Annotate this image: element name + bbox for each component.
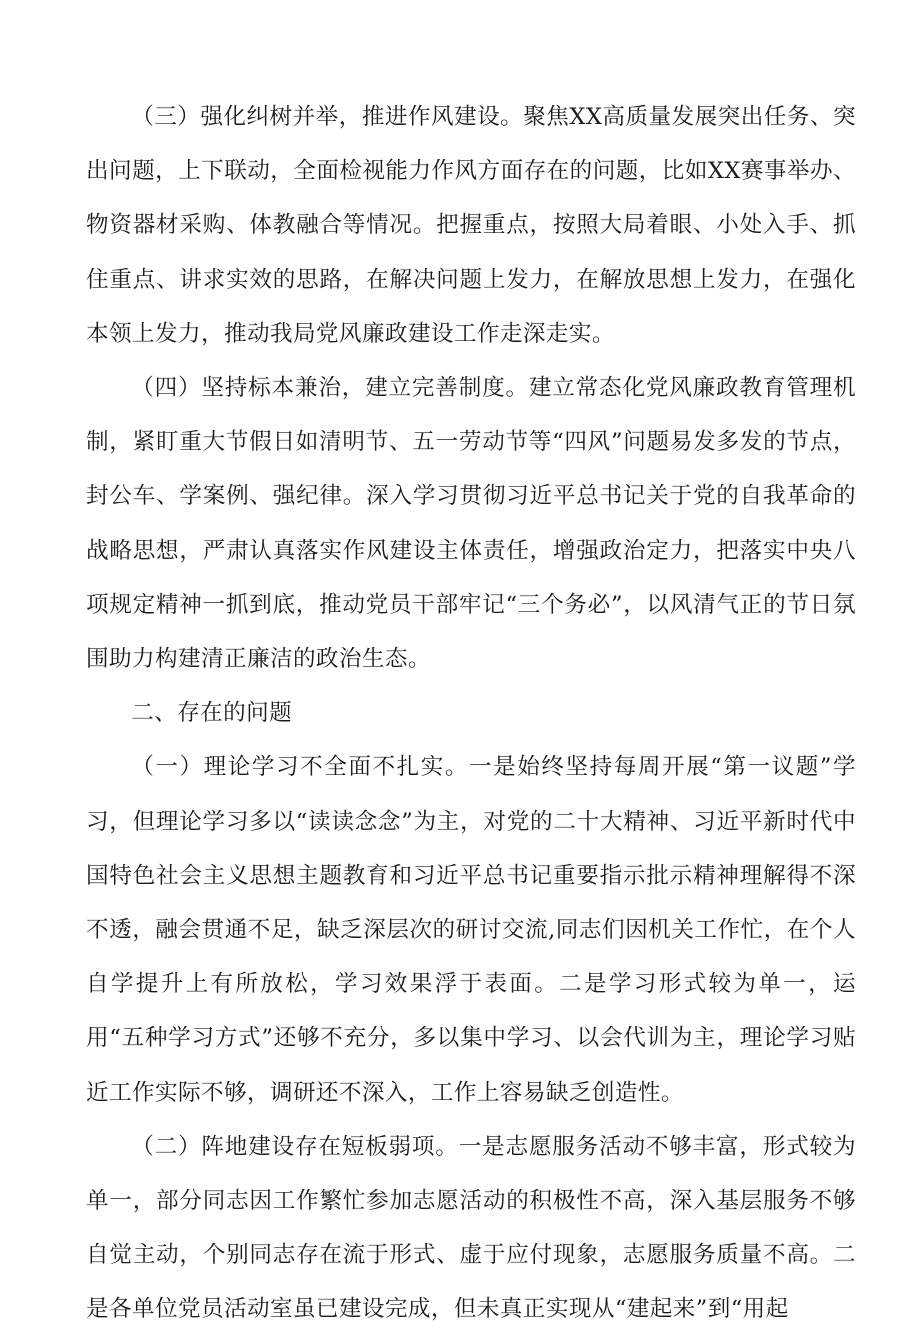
paragraph-strengthen-style: （三）强化纠树并举，推进作风建设。聚焦XX高质量发展突出任务、突出问题，上下联动，全面检视能力作风方面存在的问题，比如XX赛事举办、物资器材采购、体教融合等情况。把握重点，按照大局着眼、小处入手、抓住重点、讲求实效的思路，在解决问题上发力，在解放思想上发力，在强化本领上发力，推动我局党风廉政建设工作走深走实。: [86, 104, 856, 347]
paragraph-position-building: （二）阵地建设存在短板弱项。一是志愿服务活动不够丰富，形式较为单一，部分同志因工作繁忙参加志愿活动的积极性不高，深入基层服务不够自觉主动，个别同志存在流于形式、虚于应付现象，志愿服务质量不高。二是各单位党员活动室虽已建设完成，但未真正实现从“建起来”到“用起: [86, 1133, 856, 1323]
paragraph-theory-study: （一）理论学习不全面不扎实。一是始终坚持每周开展“第一议题”学习，但理论学习多以“读读念念”为主，对党的二十大精神、习近平新时代中国特色社会主义思想主题教育和习近平总书记重要指示批示精神理解得不深不透，融会贯通不足，缺乏深层次的研讨交流,同志们因机关工作忙，在个人自学提升上有所放松，学习效果浮于表面。二是学习形式较为单一，运用“五种学习方式”还够不充分，多以集中学习、以会代训为主，理论学习贴近工作实际不够，调研还不深入，工作上容易缺乏创造性。: [86, 754, 856, 1106]
document-page: [86, 90, 856, 1337]
paragraph-build-system: （四）坚持标本兼治，建立完善制度。建立常态化党风廉政教育管理机制，紧盯重大节假日如清明节、五一劳动节等“四风”问题易发多发的节点，封公车、学案例、强纪律。深入学习贯彻习近平总书记关于党的自我革命的战略思想，严肃认真落实作风建设主体责任，增强政治定力，把落实中央八项规定精神一抓到底，推动党员干部牢记“三个务必”，以风清气正的节日氛围助力构建清正廉洁的政治生态。: [86, 375, 856, 673]
section-heading-problems: 二、存在的问题: [131, 700, 293, 727]
